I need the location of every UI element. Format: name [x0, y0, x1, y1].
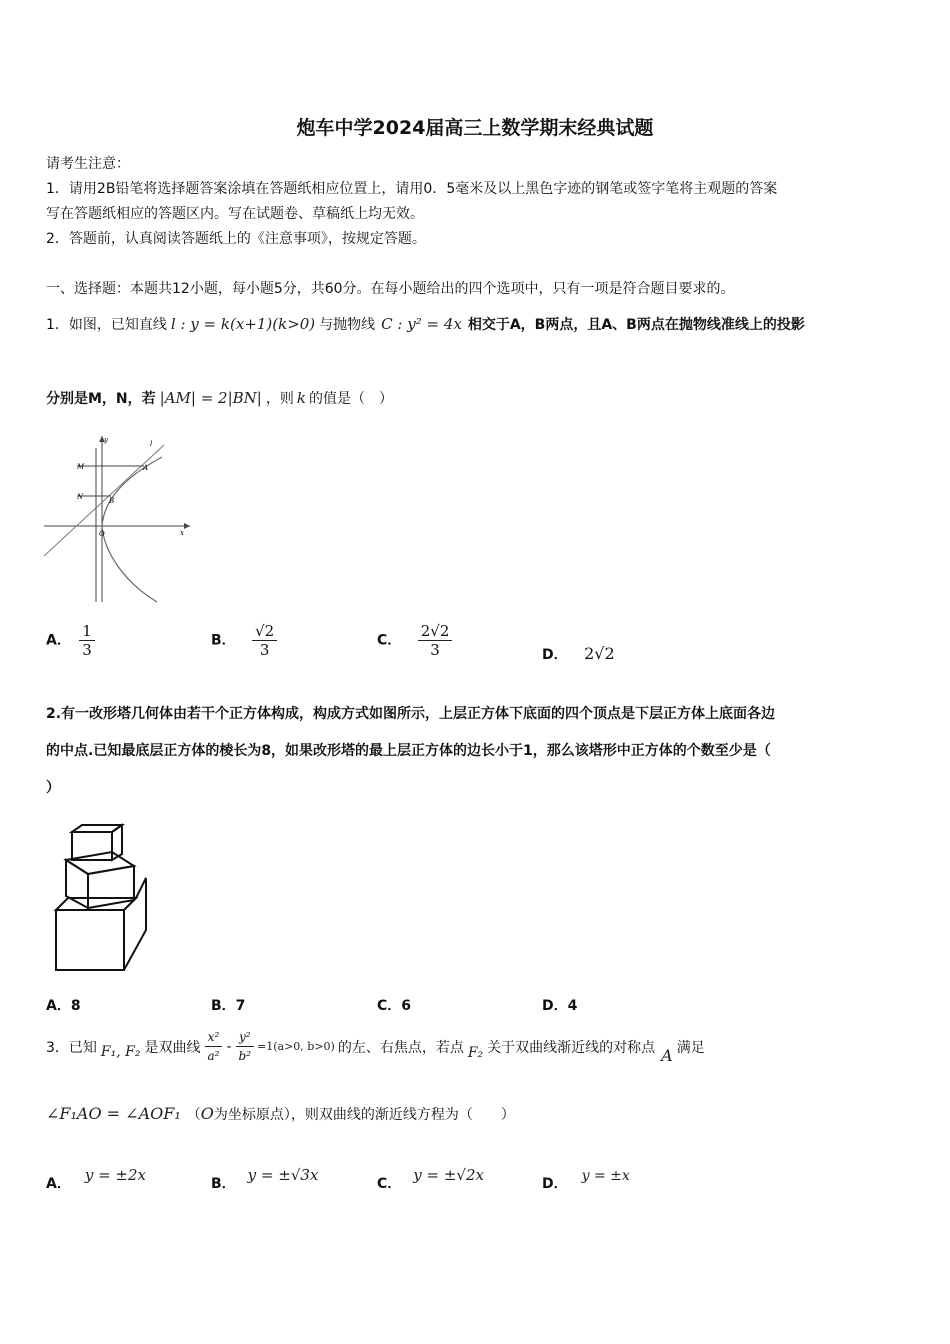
q2-option-a-label: A．: [46, 998, 71, 1014]
notice-item-1-line-2: 写在答题纸相应的答题区内。写在试题卷、草稿纸上均无效。: [46, 206, 424, 222]
q3-A: A: [661, 1046, 673, 1065]
q2-option-c-label: C．: [377, 998, 402, 1014]
q1-option-b[interactable]: [211, 622, 277, 659]
q3-mid-3: 关于双曲线渐近线的对称点: [487, 1039, 656, 1056]
q1-option-b-label: B．: [211, 632, 236, 649]
q1-parabola-equation: C : y² = 4x: [381, 315, 462, 333]
q3-angle-equation: ∠F₁AO = ∠AOF₁: [46, 1104, 181, 1123]
q3-option-a-label: A．: [46, 1176, 71, 1192]
q2-line-3: ）: [46, 780, 60, 796]
q3-option-d-value: y = ±x: [581, 1168, 630, 1184]
hyperbola-x-den: a²: [207, 1049, 220, 1063]
q2-option-a-value: 8: [70, 998, 81, 1014]
q2-figure: [52, 822, 152, 972]
label-B: B: [109, 497, 115, 505]
q2-option-c-value: 6: [401, 998, 412, 1014]
q3-option-d[interactable]: [542, 1165, 630, 1192]
label-A: A: [143, 464, 149, 472]
q3-foci: F₁, F₂: [100, 1043, 141, 1060]
q3-option-c-label: C．: [377, 1176, 402, 1192]
hyperbola-x-num: x²: [205, 1028, 223, 1047]
q3-mid-2: 的左、右焦点，若点: [337, 1039, 464, 1056]
q2-line-2: 的中点.已知最底层正方体的棱长为8，如果改形塔的最上层正方体的边长小于1，那么该塔形中正方体的个数至少是（: [46, 743, 771, 759]
q2-line-1: 2.有一改形塔几何体由若干个正方体构成，构成方式如图所示，上层正方体下底面的四个顶点是下层正方体上底面各边: [46, 706, 776, 722]
q1-line-2-prefix: 分别是M，N，若: [46, 391, 156, 407]
parabola-upper: [102, 457, 162, 526]
q3-F2: F₂: [467, 1044, 484, 1061]
q1-figure: [44, 432, 194, 604]
q1-option-c-denominator: 3: [430, 641, 440, 659]
q3-suffix: 满足: [676, 1039, 705, 1056]
q3-O: O: [200, 1104, 214, 1123]
parabola-figure: [44, 432, 194, 604]
bottom-cube-front: [56, 910, 124, 970]
q3-option-c-value: y = ±√2x: [413, 1166, 484, 1184]
q1-mid-1: 与抛物线: [319, 317, 376, 333]
label-y: y: [104, 436, 108, 444]
q1-prefix: 1．如图，已知直线: [46, 317, 167, 333]
q3-line-2: [46, 1104, 515, 1124]
q3-option-c[interactable]: [377, 1165, 484, 1192]
q2-option-d[interactable]: [542, 995, 577, 1015]
q1-option-c-label: C．: [377, 632, 402, 649]
label-N: N: [77, 493, 84, 501]
middle-cube-top: [66, 852, 134, 874]
parabola-lower: [102, 526, 157, 602]
q1-line-2-mid: ，则: [265, 391, 294, 407]
q1-line-equation: l : y = k(x+1)(k>0): [170, 315, 316, 333]
q1-line-2-suffix: 的值是（ ）: [308, 391, 393, 407]
q1-mid-2: 相交于A，B两点，且A、B两点在抛物线准线上的投影: [467, 317, 805, 333]
hyperbola-y-den: b²: [238, 1049, 252, 1063]
bottom-cube-top: [56, 898, 136, 910]
notice-item-2: 2．答题前，认真阅读答题纸上的《注意事项》，按规定答题。: [46, 231, 426, 247]
q1-k-symbol: k: [296, 389, 306, 407]
q1-option-d-label: D．: [542, 647, 568, 663]
q1-option-a-numerator: 1: [79, 622, 95, 641]
q1-option-b-numerator: √2: [252, 622, 277, 641]
q3-line-1: [46, 1028, 705, 1065]
q2-option-c[interactable]: [377, 995, 411, 1015]
q3-option-d-label: D．: [542, 1176, 568, 1192]
q1-option-d[interactable]: [542, 644, 615, 664]
q1-line-1: [46, 314, 805, 334]
tower-figure: [52, 822, 152, 972]
page-title: 炮车中学2024届高三上数学期末经典试题: [296, 117, 654, 139]
q3-option-b-label: B．: [211, 1176, 236, 1192]
q2-option-b-value: 7: [235, 998, 246, 1014]
hyperbola-minus: -: [226, 1038, 232, 1055]
q1-line-2: [46, 388, 393, 408]
q1-option-c[interactable]: [377, 622, 452, 659]
q3-open-paren: （: [186, 1107, 201, 1123]
q3-option-b[interactable]: [211, 1165, 319, 1192]
label-M: M: [77, 463, 85, 471]
hyperbola-y-num: y²: [236, 1028, 254, 1047]
q1-option-a[interactable]: [46, 622, 95, 659]
q2-option-d-label: D．: [542, 998, 568, 1014]
q2-option-b[interactable]: [211, 995, 245, 1015]
q3-option-a-value: y = ±2x: [84, 1166, 146, 1184]
section-1-heading: 一、选择题：本题共12小题，每小题5分，共60分。在每小题给出的四个选项中，只有一项是符合题目要求的。: [46, 281, 735, 297]
label-x: x: [180, 529, 184, 537]
q1-option-a-denominator: 3: [82, 641, 92, 659]
q2-option-a[interactable]: [46, 995, 81, 1015]
label-O: O: [99, 530, 105, 538]
label-l: l: [150, 440, 153, 448]
notice-item-1-line-1: 1．请用2B铅笔将选择题答案涂填在答题纸相应位置上，请用0．5毫米及以上黑色字迹的钢笔或签字笔将主观题的答案: [46, 181, 778, 197]
x-axis-arrow: [184, 523, 190, 529]
q1-option-c-numerator: 2√2: [418, 622, 453, 641]
q1-option-d-value: 2√2: [584, 644, 615, 663]
q3-line-2-text: 为坐标原点），则双曲线的渐近线方程为（ ）: [213, 1107, 515, 1123]
q2-option-b-label: B．: [211, 998, 236, 1014]
q3-option-a[interactable]: [46, 1165, 146, 1192]
q1-option-b-denominator: 3: [259, 641, 270, 659]
q1-option-a-label: A．: [46, 632, 71, 649]
notice-heading: 请考生注意：: [46, 156, 130, 172]
hyperbola-rest: =1(a>0, b>0): [257, 1040, 335, 1053]
q1-condition-equation: |AM| = 2|BN|: [159, 389, 262, 407]
q2-option-d-value: 4: [567, 998, 578, 1014]
q3-mid-1: 是双曲线: [144, 1039, 201, 1056]
q3-option-b-value: y = ±√3x: [247, 1166, 319, 1184]
q3-prefix: 3．已知: [46, 1039, 97, 1056]
